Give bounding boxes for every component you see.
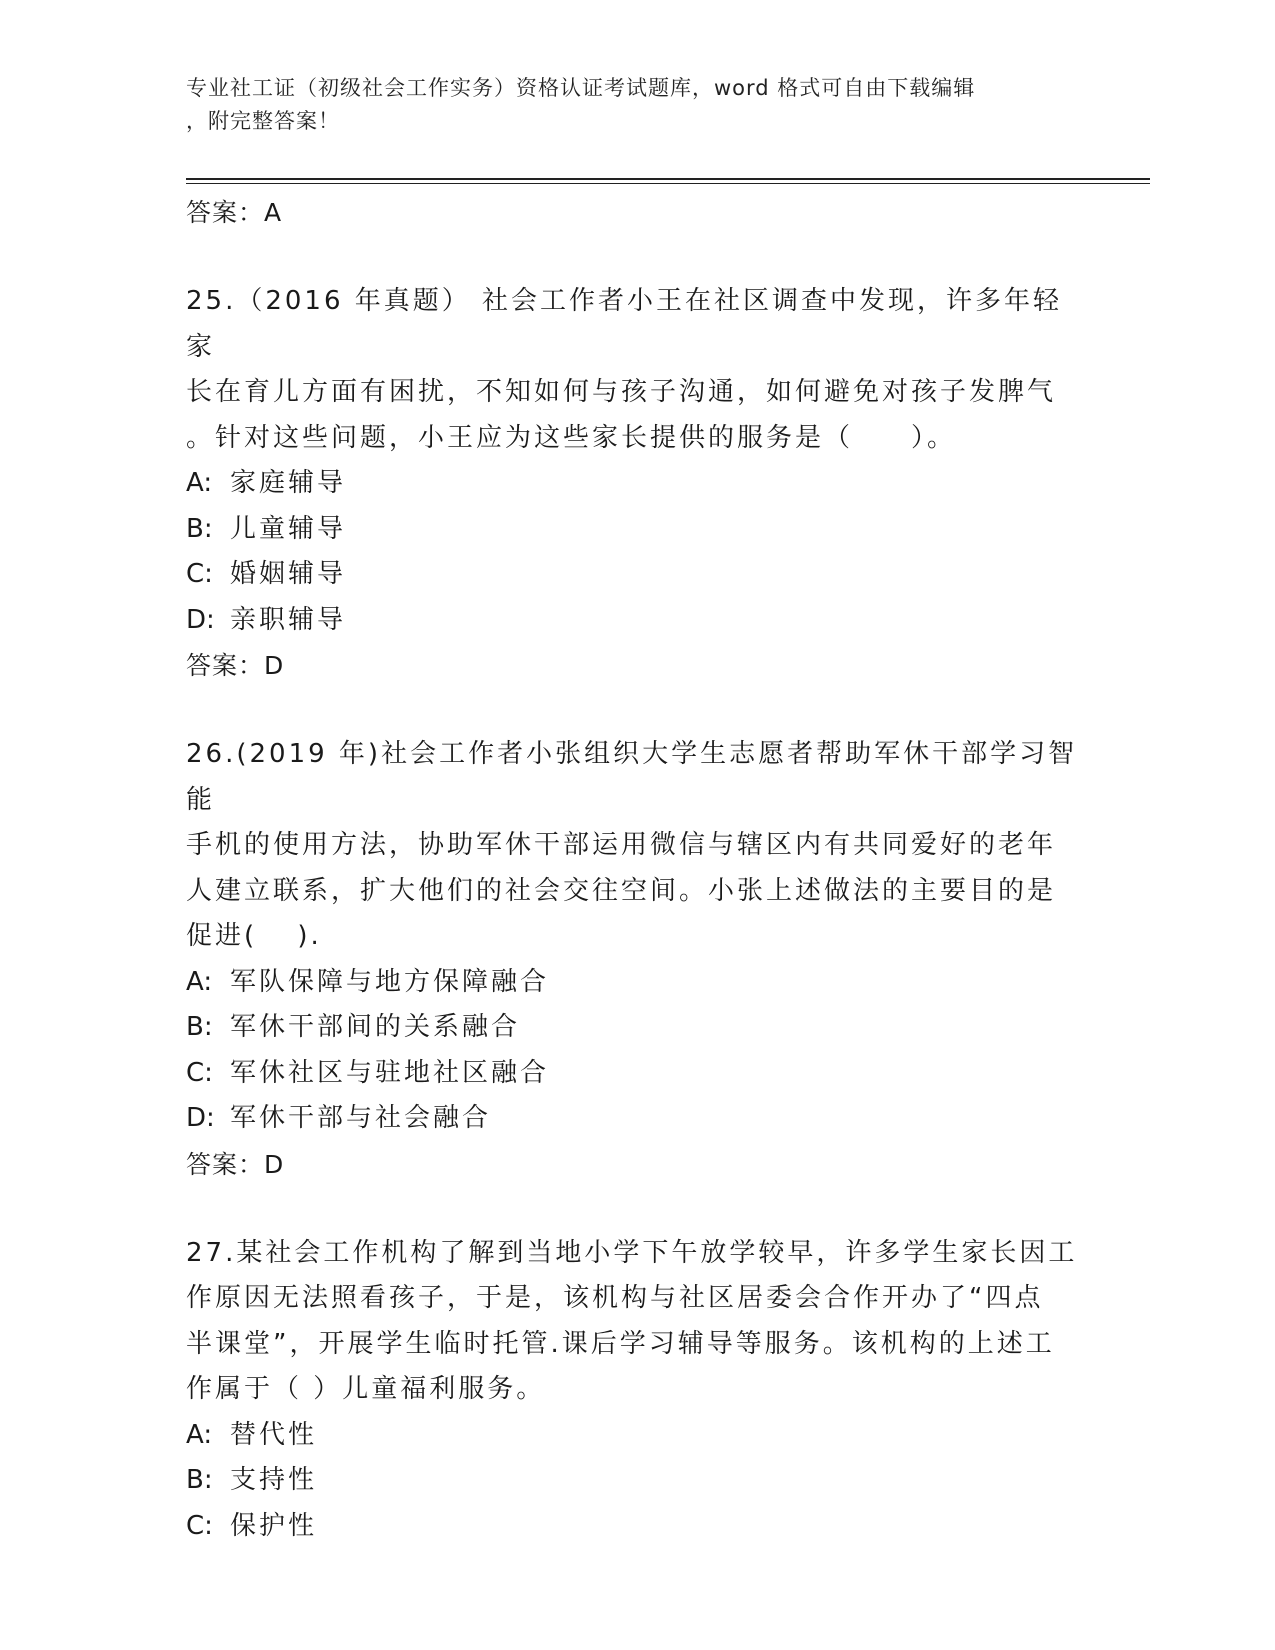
question-25 bbox=[186, 279, 1086, 688]
option-text: 婚姻辅导 bbox=[230, 559, 347, 589]
question-text-line: 人建立联系，扩大他们的社会交往空间。小张上述做法的主要目的是 bbox=[186, 875, 1057, 906]
option-letter: B: bbox=[186, 1465, 213, 1495]
question-text-line: 促进( ). bbox=[186, 921, 322, 951]
question-text-line: 。针对这些问题，小王应为这些家长提供的服务是（ ）。 bbox=[186, 422, 957, 453]
option-letter: C: bbox=[186, 1057, 213, 1088]
option-letter: C: bbox=[186, 1510, 213, 1541]
option-c bbox=[186, 552, 1086, 598]
question-text-line: 27.某社会工作机构了解到当地小学下午放学较早，许多学生家长因工 bbox=[186, 1237, 1078, 1268]
option-text: 保护性 bbox=[230, 1510, 318, 1541]
header-line-1: 专业社工证（初级社会工作实务）资格认证考试题库，word 格式可自由下载编辑 bbox=[186, 76, 976, 100]
question-text-line: 作原因无法照看孩子，于是，该机构与社区居委会合作开办了“四点 bbox=[186, 1283, 1044, 1313]
option-c bbox=[186, 1504, 1086, 1550]
option-letter: A: bbox=[186, 1419, 213, 1450]
option-text: 替代性 bbox=[230, 1419, 318, 1450]
option-b bbox=[186, 1458, 1086, 1504]
previous-answer: 答案：A bbox=[186, 198, 283, 227]
question-26 bbox=[186, 732, 1086, 1187]
option-a bbox=[186, 461, 1086, 507]
option-c bbox=[186, 1051, 1086, 1097]
answer: 答案：D bbox=[186, 651, 285, 680]
option-a bbox=[186, 1413, 1086, 1459]
question-text-line: 手机的使用方法，协助军休干部运用微信与辖区内有共同爱好的老年 bbox=[186, 830, 1057, 860]
option-letter: B: bbox=[186, 1012, 213, 1042]
answer: 答案：D bbox=[186, 1149, 285, 1179]
option-d bbox=[186, 598, 1086, 644]
option-letter: B: bbox=[186, 513, 213, 544]
header-rule-thick bbox=[186, 178, 1150, 180]
option-text: 军队保障与地方保障融合 bbox=[230, 966, 550, 997]
option-a bbox=[186, 960, 1086, 1006]
option-text: 军休干部间的关系融合 bbox=[230, 1012, 521, 1042]
option-b bbox=[186, 507, 1086, 553]
option-text: 军休社区与驻地社区融合 bbox=[230, 1057, 550, 1088]
option-letter: A: bbox=[186, 966, 213, 997]
header-line-2: ，附完整答案！ bbox=[186, 109, 340, 133]
question-text-line: 半课堂”，开展学生临时托管.课后学习辅导等服务。该机构的上述工 bbox=[186, 1328, 1055, 1359]
option-text: 亲职辅导 bbox=[230, 604, 347, 635]
question-text-line: 25.（2016 年真题） 社会工作者小王在社区调查中发现，许多年轻家 bbox=[186, 286, 1063, 362]
question-text-line: 作属于（ ）儿童福利服务。 bbox=[186, 1374, 546, 1404]
option-text: 军休干部与社会融合 bbox=[230, 1103, 492, 1133]
option-letter: D: bbox=[186, 604, 215, 635]
question-text-line: 长在育儿方面有困扰，不知如何与孩子沟通，如何避免对孩子发脾气 bbox=[186, 377, 1057, 407]
option-d bbox=[186, 1096, 1086, 1142]
option-text: 支持性 bbox=[230, 1465, 318, 1495]
option-b bbox=[186, 1005, 1086, 1051]
header-rule-thin bbox=[186, 183, 1150, 184]
question-text-line: 26.(2019 年)社会工作者小张组织大学生志愿者帮助军休干部学习智能 bbox=[186, 739, 1078, 815]
option-text: 家庭辅导 bbox=[230, 468, 347, 498]
option-text: 儿童辅导 bbox=[230, 513, 347, 544]
document-header bbox=[186, 72, 1076, 138]
option-letter: C: bbox=[186, 559, 213, 589]
document-body bbox=[186, 190, 1086, 1549]
question-27 bbox=[186, 1231, 1086, 1550]
option-letter: D: bbox=[186, 1103, 215, 1133]
option-letter: A: bbox=[186, 468, 213, 498]
